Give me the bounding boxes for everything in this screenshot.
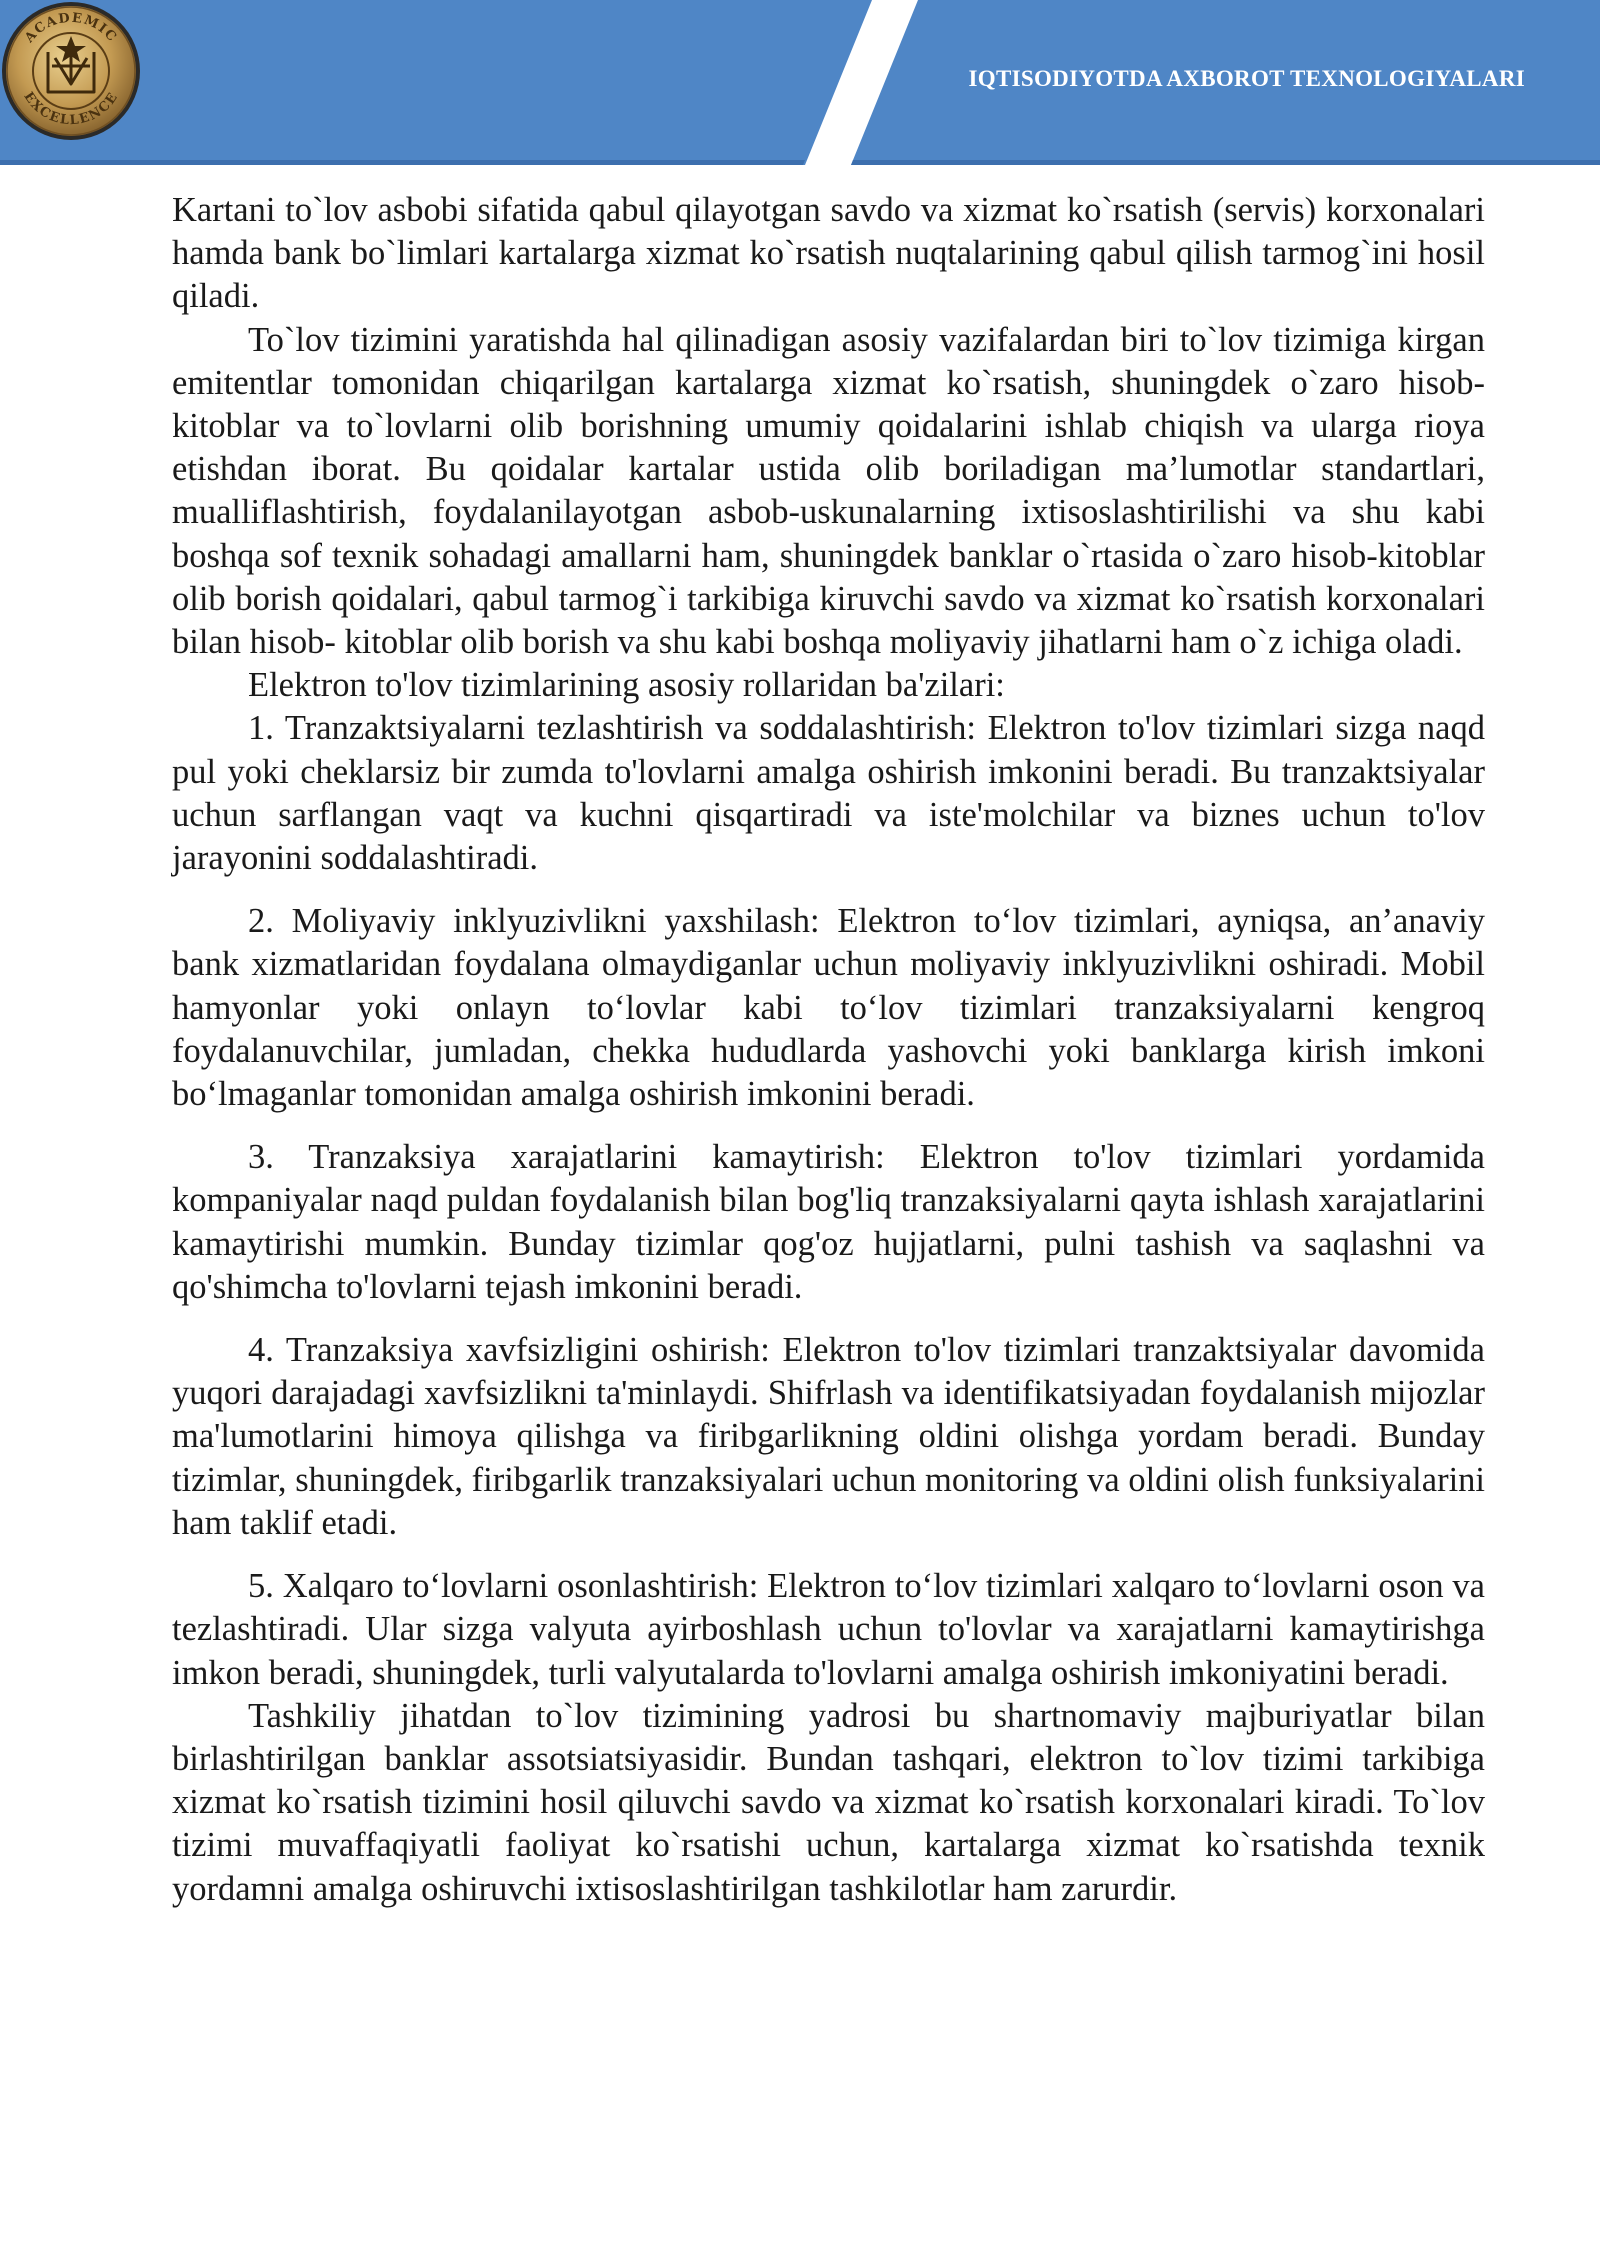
page-header	[0, 0, 1600, 165]
list-item-4: 4. Tranzaksiya xavfsizligini oshirish: Elektron to'lov tizimlari tranzaktsiyalar davomida yuqori darajadagi xavfsizlikni ta'minlaydi. Shifrlash va identifikatsiyadan foydalanish mijozlar ma'lumotlarini himoya qilishga va firibgarlikning oldini olishga yordam beradi. Bunday tizimlar, shuningdek, firibgarlik tranzaksiyalari uchun monitoring va oldini olish funksiyalarini ham taklif etadi.	[172, 1331, 1485, 1542]
paragraph-intro: Kartani to`lov asbobi sifatida qabul qilayotgan savdo va xizmat ko`rsatish (servis) korxonalari hamda bank bo`limlari kartalarga xizmat ko`rsatish nuqtalarining qabul qilish tarmog`ini hosil qiladi.	[172, 191, 1485, 316]
svg-text:EXCELLENCE: EXCELLENCE	[20, 89, 122, 129]
list-item-1: 1. Tranzaktsiyalarni tezlashtirish va soddalashtirish: Elektron to'lov tizimlari sizga naqd pul yoki cheklarsiz bir zumda to'lovlarni amalga oshirish imkonini beradi. Bu tranzaktsiyalar uchun sarflangan vaqt va kuchni qisqartiradi va iste'molchilar va biznes uchun to'lov jarayonini soddalashtiradi.	[172, 709, 1485, 878]
journal-title: IQTISODIYOTDA AXBOROT TEXNOLOGIYALARI	[968, 66, 1525, 91]
paragraph-payment-rules: To`lov tizimini yaratishda hal qilinadigan asosiy vazifalardan biri to`lov tizimiga kirgan emitentlar tomonidan chiqarilgan kartalarga xizmat ko`rsatish, shuningdek o`zaro hisob-kitoblar va to`lovlarni olib borishning umumiy qoidalarini ishlab chiqish va ularga rioya etishdan iborat. Bu qoidalar kartalar ustida olib boriladigan ma’lumotlar standartlari, mualliflashtirish, foydalanilayotgan asbob-uskunalarning ixtisoslashtirilishi va shu kabi boshqa sof texnik sohadagi amallarni ham, shuningdek banklar o`rtasida o`zaro hisob-kitoblar olib borish qoidalari, qabul tarmog`i tarkibiga kiruvchi savdo va xizmat ko`rsatish korxonalari bilan hisob- kitoblar olib borish va shu kabi boshqa moliyaviy jihatlarni ham o`z ichiga oladi.	[172, 320, 1485, 662]
list-item-2: 2. Moliyaviy inklyuzivlikni yaxshilash: Elektron to‘lov tizimlari, ayniqsa, an’anaviy bank xizmatlaridan foydalana olmaydiganlar uchun moliyaviy inklyuzivlikni oshiradi. Mobil hamyonlar yoki onlayn to‘lovlar kabi to‘lov tizimlari tranzaksiyalarni kengroq foydalanuvchilar, jumladan, chekka hududlarda yashovchi yoki banklarga kirish imkoni bo‘lmaganlar tomonidan amalga oshirish imkonini beradi.	[172, 902, 1485, 1114]
svg-text:ACADEMIC: ACADEMIC	[22, 10, 120, 46]
paragraph-roles-heading: Elektron to'lov tizimlarining asosiy rollaridan ba'zilari:	[248, 666, 1005, 705]
paragraph-conclusion: Tashkiliy jihatdan to`lov tizimining yadrosi bu shartnomaviy majburiyatlar bilan birlashtirilgan banklar assotsiatsiyasidir. Bundan tashqari, elektron to`lov tizimi tarkibiga xizmat ko`rsatish tizimini hosil qiluvchi savdo va xizmat ko`rsatish korxonalari kiradi. To`lov tizimi muvaffaqiyatli faoliyat ko`rsatishi uchun, kartalarga xizmat ko`rsatishda texnik yordamni amalga oshiruvchi ixtisoslashtirilgan tashkilotlar ham zarurdir.	[172, 1696, 1485, 1908]
list-item-5: 5. Xalqaro to‘lovlarni osonlashtirish: Elektron to‘lov tizimlari xalqaro to‘lovlarni oson va tezlashtiradi. Ular sizga valyuta ayirboshlash uchun to'lovlar va xarajatlarni kamaytirishga imkon beradi, shuningdek, turli valyutalarda to'lovlarni amalga oshirish imkoniyatini beradi.	[172, 1567, 1485, 1692]
list-item-3: 3. Tranzaksiya xarajatlarini kamaytirish: Elektron to'lov tizimlari yordamida kompaniyalar naqd puldan foydalanish bilan bog'liq tranzaksiyalarni qayta ishlash xarajatlarini kamaytirishi mumkin. Bunday tizimlar qog'oz hujjatlarni, pulni tashish va saqlashni va qo'shimcha to'lovlarni tejash imkonini beradi.	[172, 1138, 1485, 1306]
document-body	[172, 189, 1485, 1911]
academic-excellence-logo	[0, 0, 142, 142]
